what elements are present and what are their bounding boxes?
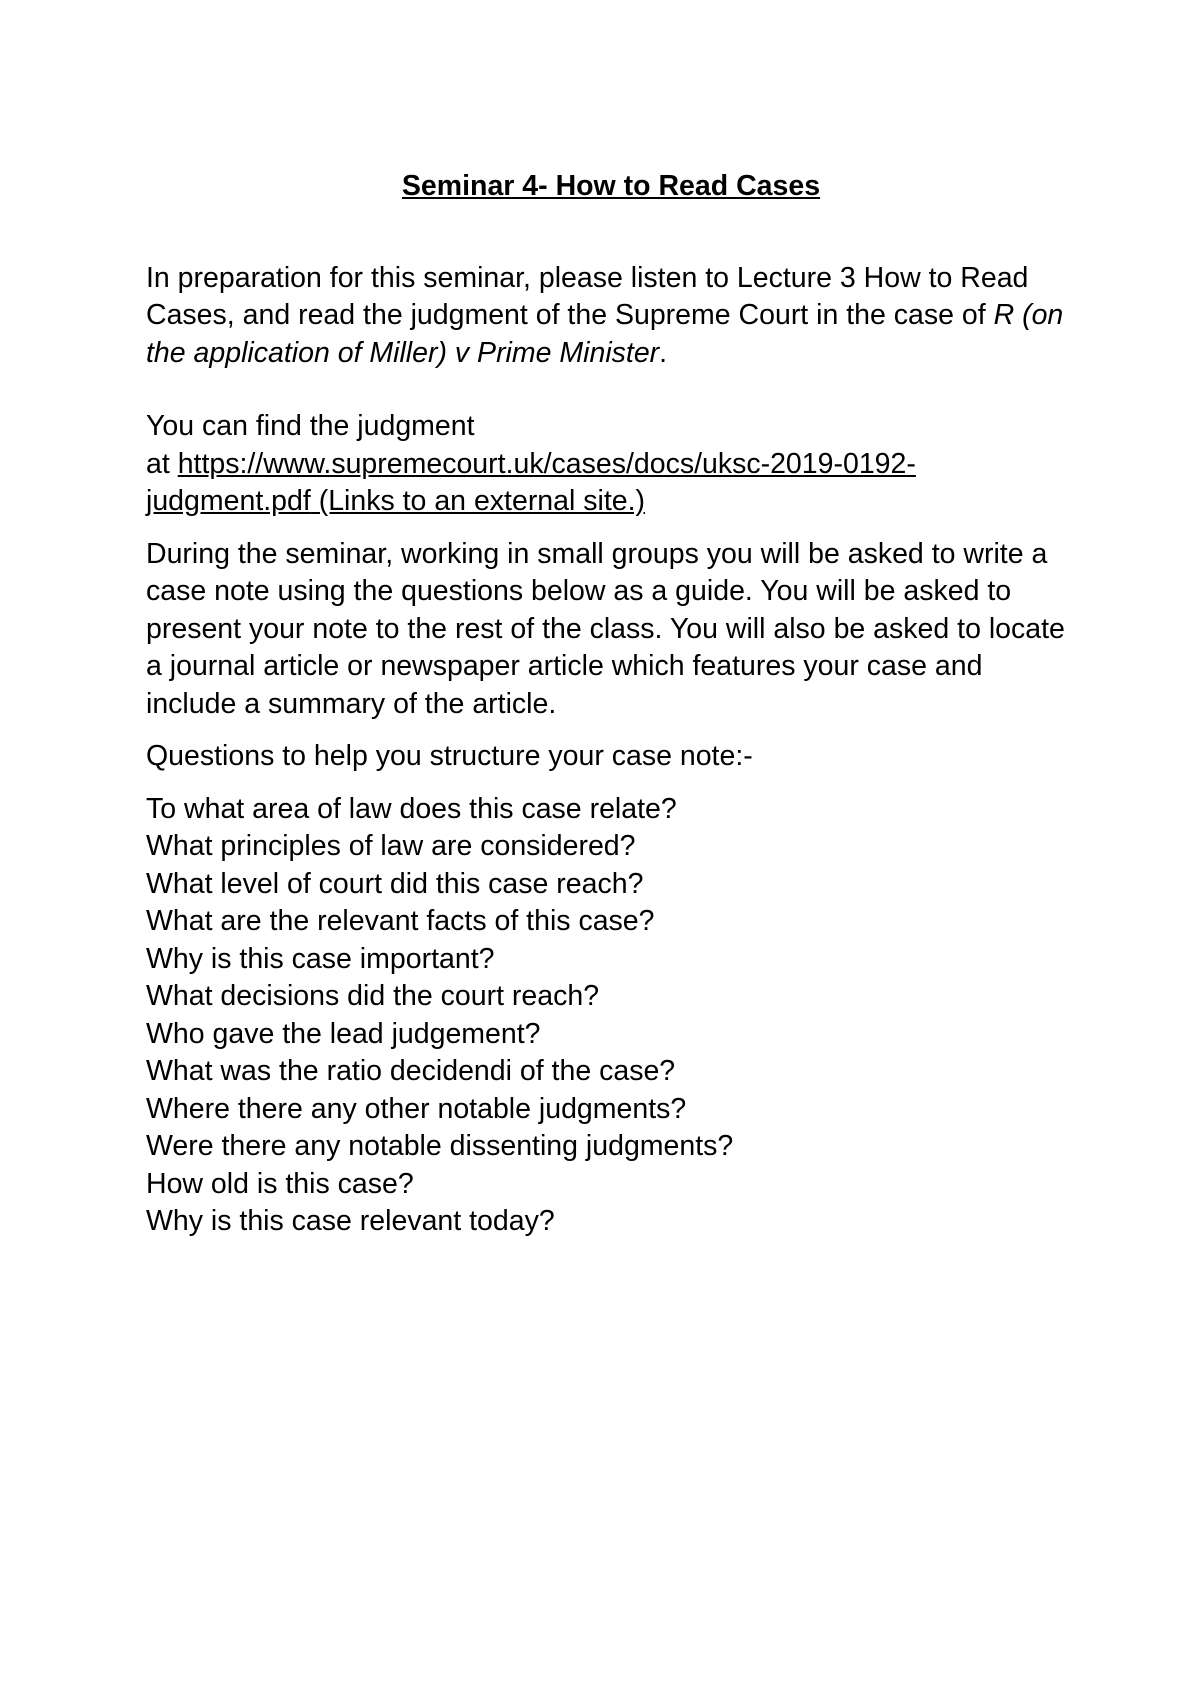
spacer: [146, 372, 1076, 408]
question-item: What was the ratio decidendi of the case?: [146, 1055, 676, 1087]
judgment-link-url: https://www.supremecourt.uk/cases/docs/uksc-2019-0192-: [177, 447, 916, 480]
seminar-paragraph: During the seminar, working in small groups you will be asked to write a case note using the questions below as a guide. You will be asked to present your note to the rest of the class. You will also be asked to locate a journal article or newspaper article which features your case and include a summary of the article.: [146, 537, 1065, 720]
spacer: [146, 723, 1076, 738]
question-item: Where there any other notable judgments?: [146, 1092, 687, 1125]
question-item: What level of court did this case reach?: [146, 867, 644, 900]
question-item: What are the relevant facts of this case?: [146, 905, 655, 937]
question-item: Why is this case important?: [146, 942, 495, 975]
document-body: [146, 168, 1076, 1241]
intro-text: In preparation for this seminar, please listen to Lecture 3 How to Read Cases, and read the judgment of the Supreme Court in the case of: [146, 261, 1029, 331]
judgment-link[interactable]: [146, 448, 916, 518]
page-title: Seminar 4- How to Read Cases: [401, 170, 821, 202]
question-item: How old is this case?: [146, 1167, 414, 1200]
find-prefix: at: [146, 447, 178, 480]
question-item: Were there any notable dissenting judgments?: [146, 1130, 734, 1162]
find-line: You can find the judgment: [146, 410, 475, 442]
spacer: [146, 521, 1076, 536]
question-item: To what area of law does this case relate?: [146, 792, 677, 825]
judgment-link-url-cont: judgment.pdf: [146, 485, 311, 517]
intro-paragraph: [146, 260, 1076, 373]
external-link-note: (Links to an external site.): [310, 485, 646, 517]
question-item: What decisions did the court reach?: [146, 980, 600, 1012]
question-item: Why is this case relevant today?: [146, 1205, 555, 1237]
question-item: What principles of law are considered?: [146, 830, 636, 862]
question-list: [146, 791, 1076, 1241]
spacer: [146, 776, 1076, 791]
question-item: Who gave the lead judgement?: [146, 1017, 541, 1050]
intro-end: .: [659, 336, 668, 369]
questions-heading: Questions to help you structure your case note:-: [146, 740, 753, 772]
find-paragraph: [146, 408, 1076, 521]
case-name: R (on the application of Miller) v Prime Minister: [146, 299, 1064, 369]
